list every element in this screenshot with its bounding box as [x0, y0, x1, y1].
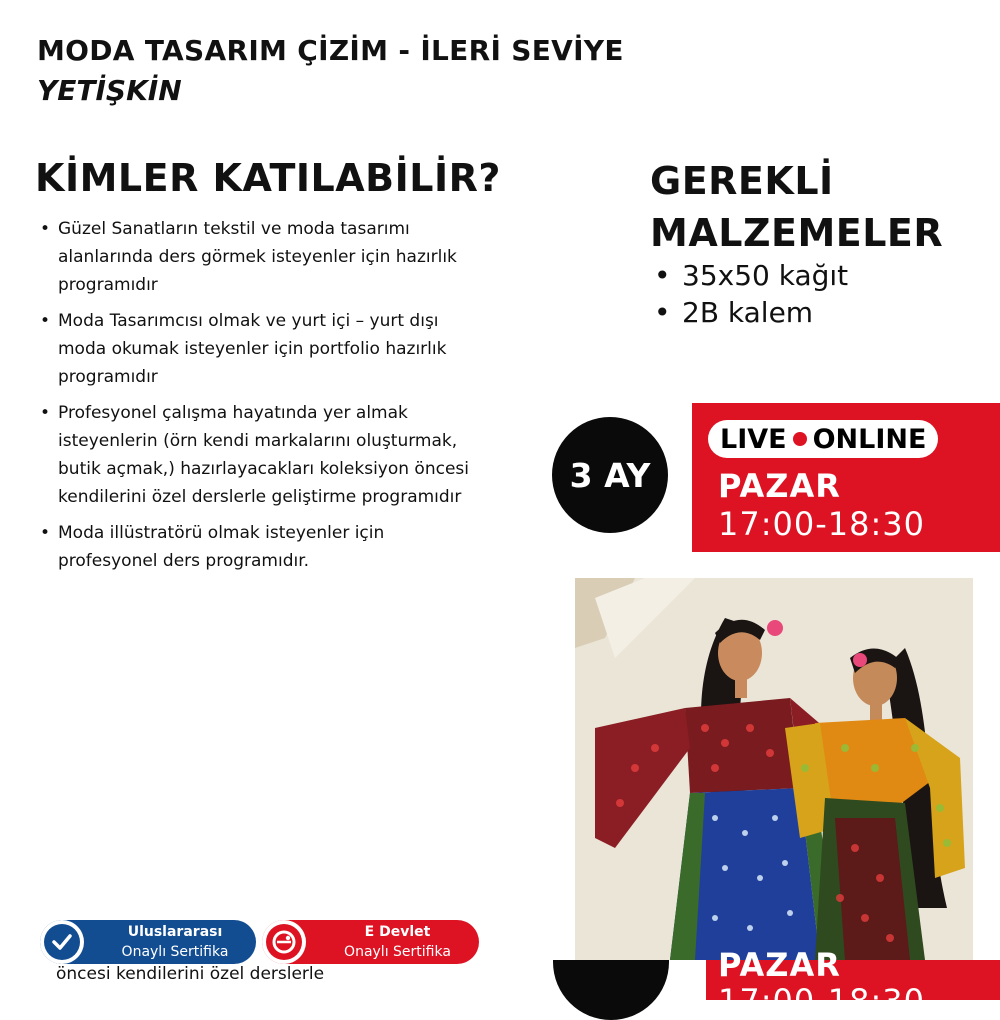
overflow-class-time: 17:00-18:30	[718, 982, 925, 1020]
materials-heading-line2: MALZEMELER	[650, 211, 944, 255]
e-devlet-certificate-badge	[262, 920, 479, 964]
live-dot-icon	[793, 432, 807, 446]
class-time: 17:00-18:30	[718, 505, 925, 543]
list-item: • Güzel Sanatların tekstil ve moda tasarımı alanlarında ders görmek isteyenler için hazırlık programıdır	[38, 215, 478, 299]
page-title: MODA TASARIM ÇİZİM - İLERİ SEVİYE	[37, 34, 624, 67]
who-can-join-heading: KİMLER KATILABİLİR?	[35, 156, 501, 200]
online-label: ONLINE	[812, 423, 927, 455]
page-subtitle: YETİŞKİN	[37, 74, 182, 107]
badge-icon-wrap	[40, 920, 84, 964]
badge-icon-wrap	[262, 920, 306, 964]
checkmark-icon	[44, 924, 80, 960]
live-label: LIVE	[720, 423, 787, 455]
list-item: • 35x50 kağıt	[652, 257, 848, 294]
list-item: • Moda illüstratörü olmak isteyenler için profesyonel ders programıdır.	[38, 519, 478, 575]
who-can-join-list	[38, 215, 478, 583]
overflow-schedule-panel	[706, 946, 1000, 1020]
overflow-duration-badge	[553, 960, 669, 1020]
overflow-class-day: PAZAR	[718, 946, 841, 984]
badge-subtitle: Onaylı Sertifika	[344, 944, 451, 960]
badge-subtitle: Onaylı Sertifika	[121, 944, 229, 960]
materials-heading-line1: GEREKLİ	[650, 159, 834, 203]
international-certificate-badge	[40, 920, 256, 964]
duration-badge: 3 AY	[552, 417, 668, 533]
e-devlet-logo-icon	[266, 924, 302, 960]
materials-heading	[650, 155, 943, 259]
live-online-pill	[708, 420, 938, 458]
class-day: PAZAR	[718, 467, 841, 505]
fashion-illustration-image	[575, 578, 973, 960]
list-item: • Profesyonel çalışma hayatında yer almak isteyenlerin (örn kendi markalarını oluşturmak, butik açmak,) hazırlayacakları koleksiyon öncesi kendilerini özel derslerle geliştirme programıdır	[38, 399, 478, 511]
list-item: • 2B kalem	[652, 294, 848, 331]
materials-list	[652, 257, 848, 331]
overflow-text: öncesi kendilerini özel derslerle	[56, 964, 325, 984]
list-item: • Moda Tasarımcısı olmak ve yurt içi – yurt dışı moda okumak isteyenler için portfolio hazırlık programıdır	[38, 307, 478, 391]
badge-title: Uluslararası	[127, 924, 223, 940]
badge-title: E Devlet	[364, 924, 431, 940]
